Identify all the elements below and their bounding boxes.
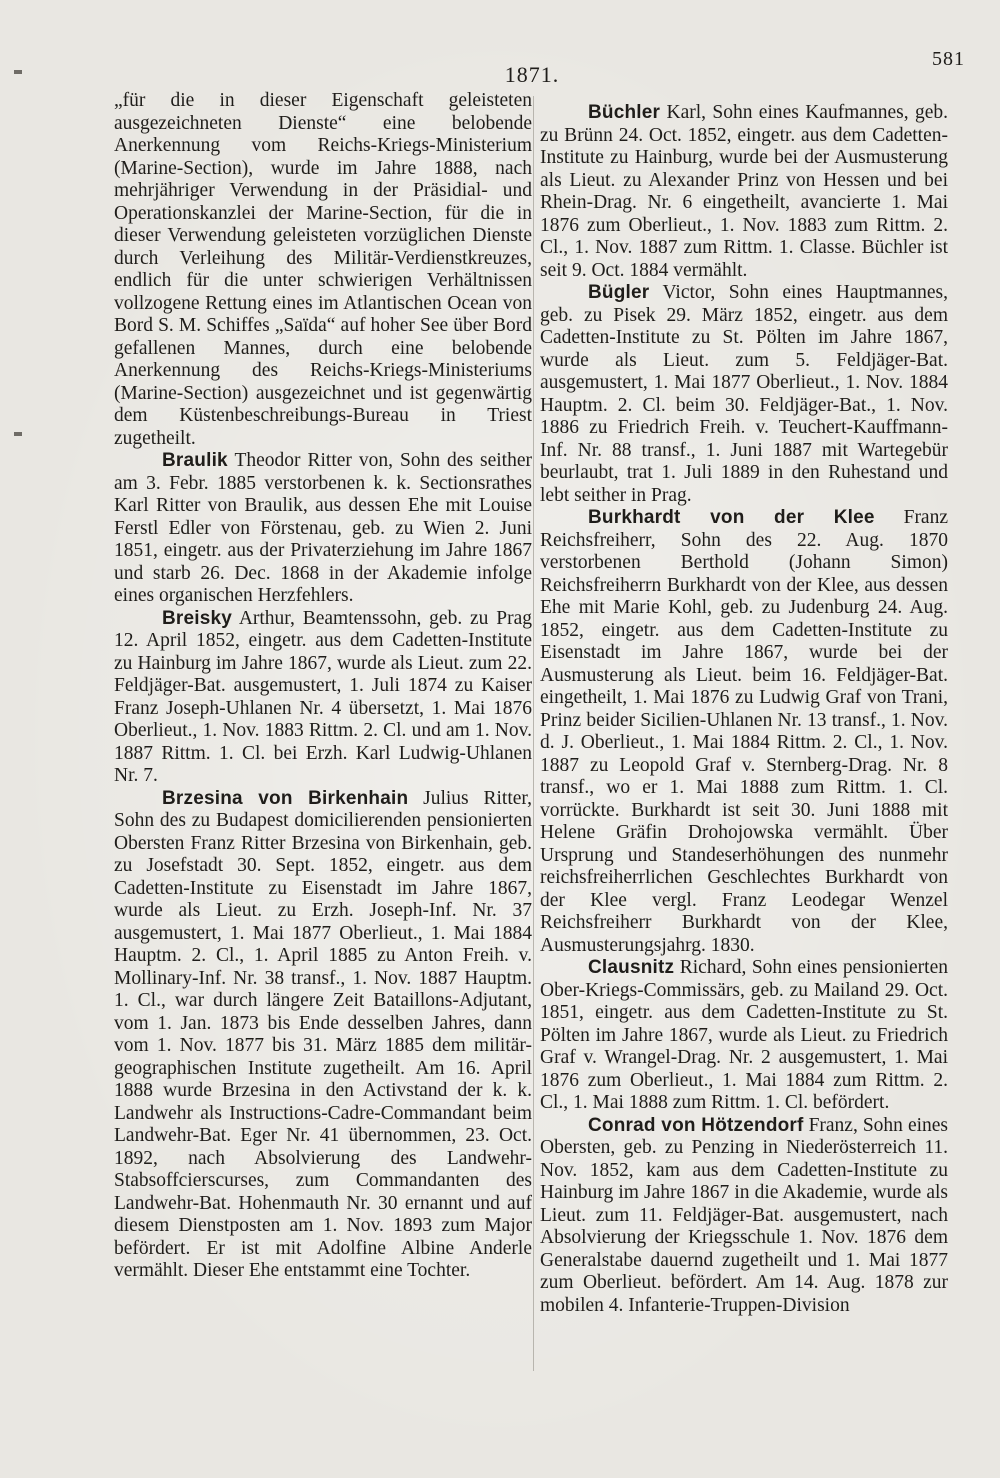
entry-burkhardt: [540, 507, 948, 957]
entry-continuation: [114, 90, 532, 450]
entry-text: Arthur, Beamtenssohn, geb. zu Prag 12. April 1852, eingetr. aus dem Cadetten-Institute zu Hainburg im Jahre 1867, wurde als Lieut. zum 22. Feldjäger-Bat. ausgemustert, 1. Juli 1874 zu Kaiser Franz Joseph-Uhlanen Nr. 4 übersetzt, 1. Mai 1876 Oberlieut., 1. Nov. 1883 Rittm. 2. Cl. und am 1. Nov. 1887 Rittm. 1. Cl. bei Erzh. Karl Ludwig-Uhlanen Nr. 7.: [114, 607, 532, 786]
entry-buegler: [540, 282, 948, 507]
right-column: [540, 102, 948, 1317]
margin-mark: [14, 432, 22, 436]
left-column: [114, 90, 532, 1283]
entry-text: „für die in dieser Eigenschaft geleisteten ausgezeichneten Dienste“ eine belobende Anerkennung vom Reichs-Kriegs-Ministerium (Marine-Section), wurde im Jahre 1888, nach mehrjähriger Verwendung in der Präsidial- und Operationskanzlei der Marine-Section, für die in dieser Verwendung geleisteten vorzüglichen Dienste durch Verleihung des Militär-Verdienstkreuzes, endlich für die unter schwierigen Verhältnissen vollzogene Rettung eines im Atlantischen Ocean von Bord S. M. Schiffes „Saïda“ auf hoher See über Bord gefallenen Mannes, durch eine belobende Anerkennung des Reichs-Kriegs-Ministeriums (Marine-Section) ausgezeichnet und ist gegenwärtig dem Küstenbeschreibungs-Bureau in Triest zugetheilt.: [114, 90, 532, 449]
entry-name: Burkhardt von der Klee: [588, 507, 875, 528]
entry-buechler: [540, 102, 948, 282]
entry-braulik: [114, 450, 532, 608]
entry-name: Breisky: [162, 607, 233, 629]
entry-name: Brzesina von Birkenhain: [162, 787, 409, 809]
entry-name: Conrad von Hötzendorf: [588, 1114, 804, 1136]
page-number: 581: [932, 48, 965, 70]
entry-name: Clausnitz: [588, 957, 675, 978]
entry-text: Victor, Sohn eines Hauptmannes, geb. zu Pisek 29. März 1852, eingetr. aus dem Cadetten-Institute zu St. Pölten im Jahre 1867, wurde als Lieut. zum 5. Feldjäger-Bat. ausgemustert, 1. Mai 1877 Oberlieut., 1. Nov. 1884 Hauptm. 2. Cl. beim 30. Feldjäger-Bat., 1. Nov. 1886 zu Friedrich Freih. v. Teuchert-Kauffmann-Inf. Nr. 88 transf., 1. Juni 1887 mit Wartegebür beurlaubt, trat 1. Juli 1889 in den Ruhestand und lebt seither in Prag.: [540, 282, 948, 506]
entry-clausnitz: [540, 957, 948, 1115]
entry-text: Franz, Sohn eines Obersten, geb. zu Penzing in Niederösterreich 11. Nov. 1852, kam aus dem Cadetten-Institute zu Hainburg im Jahre 1867 in die Akademie, wurde als Lieut. zum 11. Feldjäger-Bat. ausgemustert, nach Absolvierung der Kriegsschule 1. Nov. 1876 dem Generalstabe dauernd zugetheilt und 1. Mai 1877 zum Oberlieut. befördert. Am 14. Aug. 1878 zur mobilen 4. Infanterie-Truppen-Division: [540, 1114, 949, 1316]
entry-text: Julius Ritter, Sohn des zu Budapest domicilierenden pensionierten Obersten Franz Ritter Brzesina von Birkenhain, geb. zu Josefstadt 30. Sept. 1852, eingetr. aus dem Cadetten-Institute zu Eisenstadt im Jahre 1867, wurde als Lieut. zu Erzh. Joseph-Inf. Nr. 37 ausgemustert, 1. Mai 1877 Oberlieut., 1. Mai 1884 Hauptm. 2. Cl., 1. April 1885 zu Anton Freih. v. Mollinary-Inf. Nr. 38 transf., 1. Nov. 1887 Hauptm. 1. Cl., war durch längere Zeit Bataillons-Adjutant, vom 1. Jan. 1873 bis Ende desselben Jahres, dann vom 1. Nov. 1877 bis 31. März 1885 dem militär-geographischen Institute zugetheilt. Am 16. April 1888 wurde Brzesina in den Activstand der k. k. Landwehr als Instructions-Cadre-Commandant beim Landwehr-Bat. Eger Nr. 41 übernommen, 23. Oct. 1892, nach Absolvierung des Landwehr-Stabsoffcierscurses, zum Commandanten des Landwehr-Bat. Hohenmauth Nr. 30 ernannt und auf diesem Dienstposten am 1. Nov. 1893 zum Major befördert. Er ist mit Adolfine Albine Anderle vermählt. Dieser Ehe entstammt eine Tochter.: [114, 787, 532, 1281]
entry-brzesina: [114, 788, 532, 1283]
entry-breisky: [114, 608, 532, 788]
entry-name: Büchler: [588, 102, 661, 123]
entry-text: Theodor Ritter von, Sohn des seither am 3. Febr. 1885 verstorbenen k. k. Sectionsrathes Karl Ritter von Braulik, aus dessen Ehe mit Louise Ferstl Edler von Förstenau, geb. zu Wien 2. Juni 1851, eingetr. aus der Privaterziehung im Jahre 1867 und starb 26. Dec. 1868 in der Akademie infolge eines organischen Herzfehlers.: [114, 450, 532, 606]
entry-text: Karl, Sohn eines Kaufmannes, geb. zu Brünn 24. Oct. 1852, eingetr. aus dem Cadetten-Institute zu Hainburg, wurde bei der Ausmusterung als Lieut. zu Alexander Prinz von Hessen und bei Rhein-Drag. Nr. 6 eingetheilt, avancierte 1. Mai 1876 zum Oberlieut., 1. Nov. 1883 zum Rittm. 2. Cl., 1. Nov. 1887 zum Rittm. 1. Classe. Büchler ist seit 9. Oct. 1884 vermählt.: [540, 102, 948, 281]
entry-name: Bügler: [588, 282, 650, 303]
entry-conrad: [540, 1115, 948, 1318]
entry-text: Franz Reichsfreiherr, Sohn des 22. Aug. 1870 verstorbenen Berthold (Johann Simon) Reichsfreiherrn Burkhardt von der Klee, aus dessen Ehe mit Marie Kohl, geb. zu Judenburg 24. Aug. 1852, eingetr. aus dem Cadetten-Institute zu Eisenstadt im Jahre 1867, wurde bei der Ausmusterung als Lieut. beim 16. Feldjäger-Bat. eingetheilt, 1. Mai 1876 zu Ludwig Graf von Trani, Prinz beider Sicilien-Uhlanen Nr. 13 transf., 1. Nov. d. J. Oberlieut., 1. Mai 1884 Rittm. 2. Cl., 1. Nov. 1887 zu Leopold Graf v. Sternberg-Drag. Nr. 8 transf., wo er 1. Mai 1888 zum Rittm. 1. Cl. vorrückte. Burkhardt ist seit 30. Juni 1888 mit Helene Gräfin Drohojowska vermählt. Über Ursprung und Standeserhöhungen des nunmehr reichsfreiherrlichen Geschlechtes Burkhardt von der Klee vergl. Franz Leodegar Wenzel Reichsfreiherr Burkhardt von der Klee, Ausmusterungsjahrg. 1830.: [540, 507, 948, 956]
entry-text: Richard, Sohn eines pensionierten Ober-Kriegs-Commissärs, geb. zu Mailand 29. Oct. 1851, eingetr. aus dem Cadetten-Institute zu St. Pölten im Jahre 1867, wurde als Lieut. zu Friedrich Graf v. Wrangel-Drag. Nr. 2 ausgemustert, 1. Mai 1876 zum Oberlieut., 1. Mai 1884 zum Rittm. 2. Cl., 1. Mai 1888 zum Rittm. 1. Cl. befördert.: [540, 957, 948, 1113]
column-divider: [533, 96, 534, 1371]
entry-name: Braulik: [162, 450, 228, 471]
page-year-heading: 1871.: [504, 62, 560, 87]
